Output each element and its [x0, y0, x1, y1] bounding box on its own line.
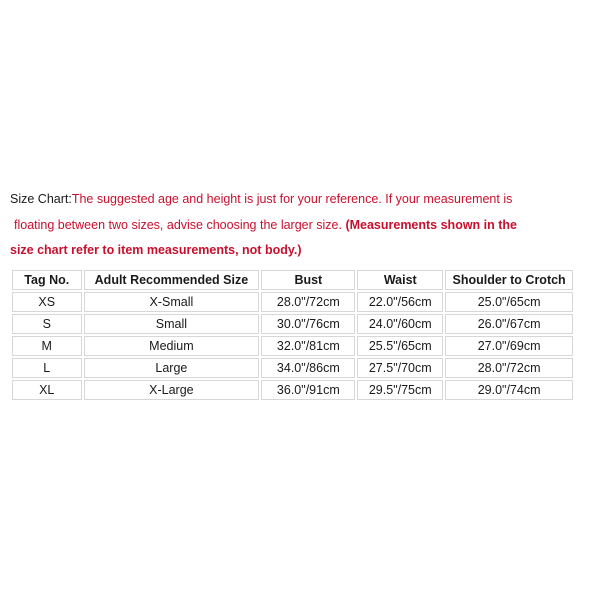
cell-bust: 36.0"/91cm	[261, 380, 355, 400]
cell-bust: 34.0"/86cm	[261, 358, 355, 378]
size-table	[10, 268, 575, 402]
table-row	[12, 336, 573, 356]
cell-waist: 24.0"/60cm	[357, 314, 443, 334]
cell-bust: 30.0"/76cm	[261, 314, 355, 334]
cell-shoulder-to-crotch: 28.0"/72cm	[445, 358, 573, 378]
header-tag-no: Tag No.	[12, 270, 82, 290]
cell-size: Large	[84, 358, 260, 378]
cell-size: X-Small	[84, 292, 260, 312]
measurement-disclaimer: (Measurements shown in the	[345, 218, 517, 232]
size-chart-note-line-2	[14, 218, 594, 232]
table-row	[12, 292, 573, 312]
table-header-row	[12, 270, 573, 290]
size-note-text: floating between two sizes, advise choosing the larger size.	[14, 218, 346, 232]
cell-shoulder-to-crotch: 25.0"/65cm	[445, 292, 573, 312]
cell-size: Small	[84, 314, 260, 334]
cell-shoulder-to-crotch: 26.0"/67cm	[445, 314, 573, 334]
cell-bust: 32.0"/81cm	[261, 336, 355, 356]
cell-tag: M	[12, 336, 82, 356]
cell-tag: S	[12, 314, 82, 334]
cell-size: X-Large	[84, 380, 260, 400]
cell-bust: 28.0"/72cm	[261, 292, 355, 312]
header-adult-recommended-size: Adult Recommended Size	[84, 270, 260, 290]
cell-tag: XS	[12, 292, 82, 312]
size-chart-label: Size Chart:	[10, 192, 72, 206]
cell-shoulder-to-crotch: 27.0"/69cm	[445, 336, 573, 356]
table-row	[12, 358, 573, 378]
cell-size: Medium	[84, 336, 260, 356]
cell-tag: L	[12, 358, 82, 378]
cell-waist: 27.5"/70cm	[357, 358, 443, 378]
header-shoulder-to-crotch: Shoulder to Crotch	[445, 270, 573, 290]
size-chart-note-line-3	[10, 243, 590, 257]
cell-shoulder-to-crotch: 29.0"/74cm	[445, 380, 573, 400]
cell-waist: 25.5"/65cm	[357, 336, 443, 356]
table-row	[12, 380, 573, 400]
measurement-disclaimer: size chart refer to item measurements, not body.)	[10, 243, 302, 257]
cell-waist: 22.0"/56cm	[357, 292, 443, 312]
table-row	[12, 314, 573, 334]
cell-waist: 29.5"/75cm	[357, 380, 443, 400]
size-note-text: The suggested age and height is just for your reference. If your measurement is	[71, 192, 513, 206]
header-waist: Waist	[357, 270, 443, 290]
size-chart-note-line-1	[10, 192, 590, 206]
header-bust: Bust	[261, 270, 355, 290]
cell-tag: XL	[12, 380, 82, 400]
